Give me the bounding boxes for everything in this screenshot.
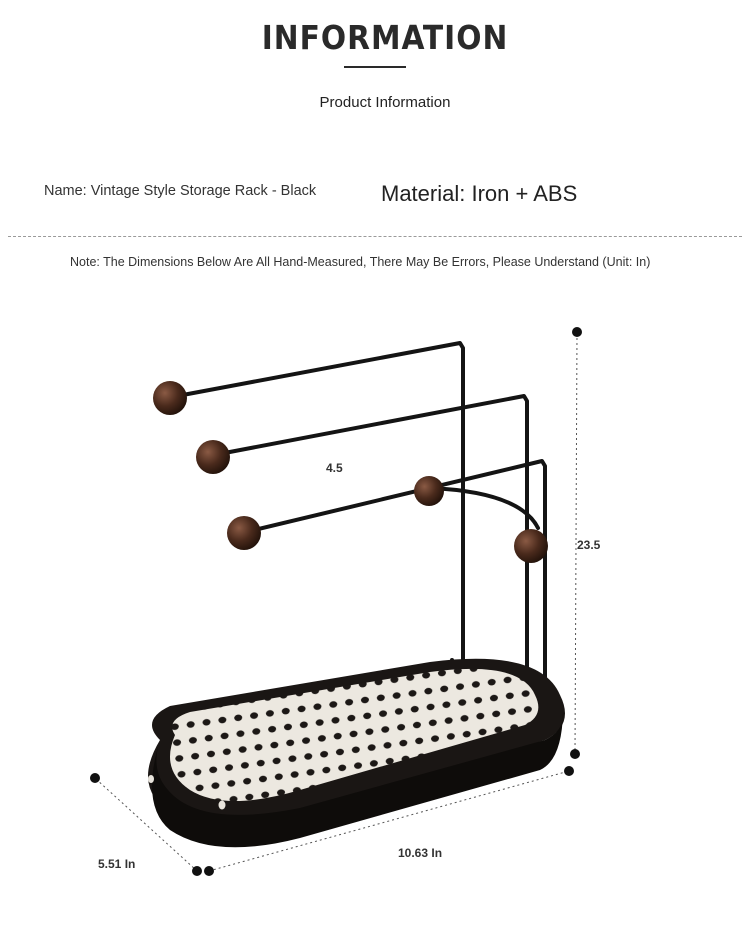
measurement-note: Note: The Dimensions Below Are All Hand-Measured, There May Be Errors, Please Understand (Unit: In): [70, 255, 651, 269]
product-name: Name: Vintage Style Storage Rack - Black: [44, 183, 317, 199]
dimension-arm-spacing: 4.5: [326, 461, 343, 475]
page-subtitle: Product Information: [319, 94, 451, 111]
dimension-height: 23.5: [577, 538, 601, 552]
product-material: Material: Iron + ABS: [381, 181, 578, 206]
dimension-depth: 5.51 In: [98, 857, 136, 871]
page-title: INFORMATION: [261, 18, 509, 57]
rack-frame: [172, 343, 545, 690]
title-underline: [344, 66, 406, 68]
section-divider: [8, 236, 742, 237]
dimension-width: 10.63 In: [398, 846, 443, 860]
product-image: [0, 300, 750, 920]
tray-base: [148, 659, 565, 848]
